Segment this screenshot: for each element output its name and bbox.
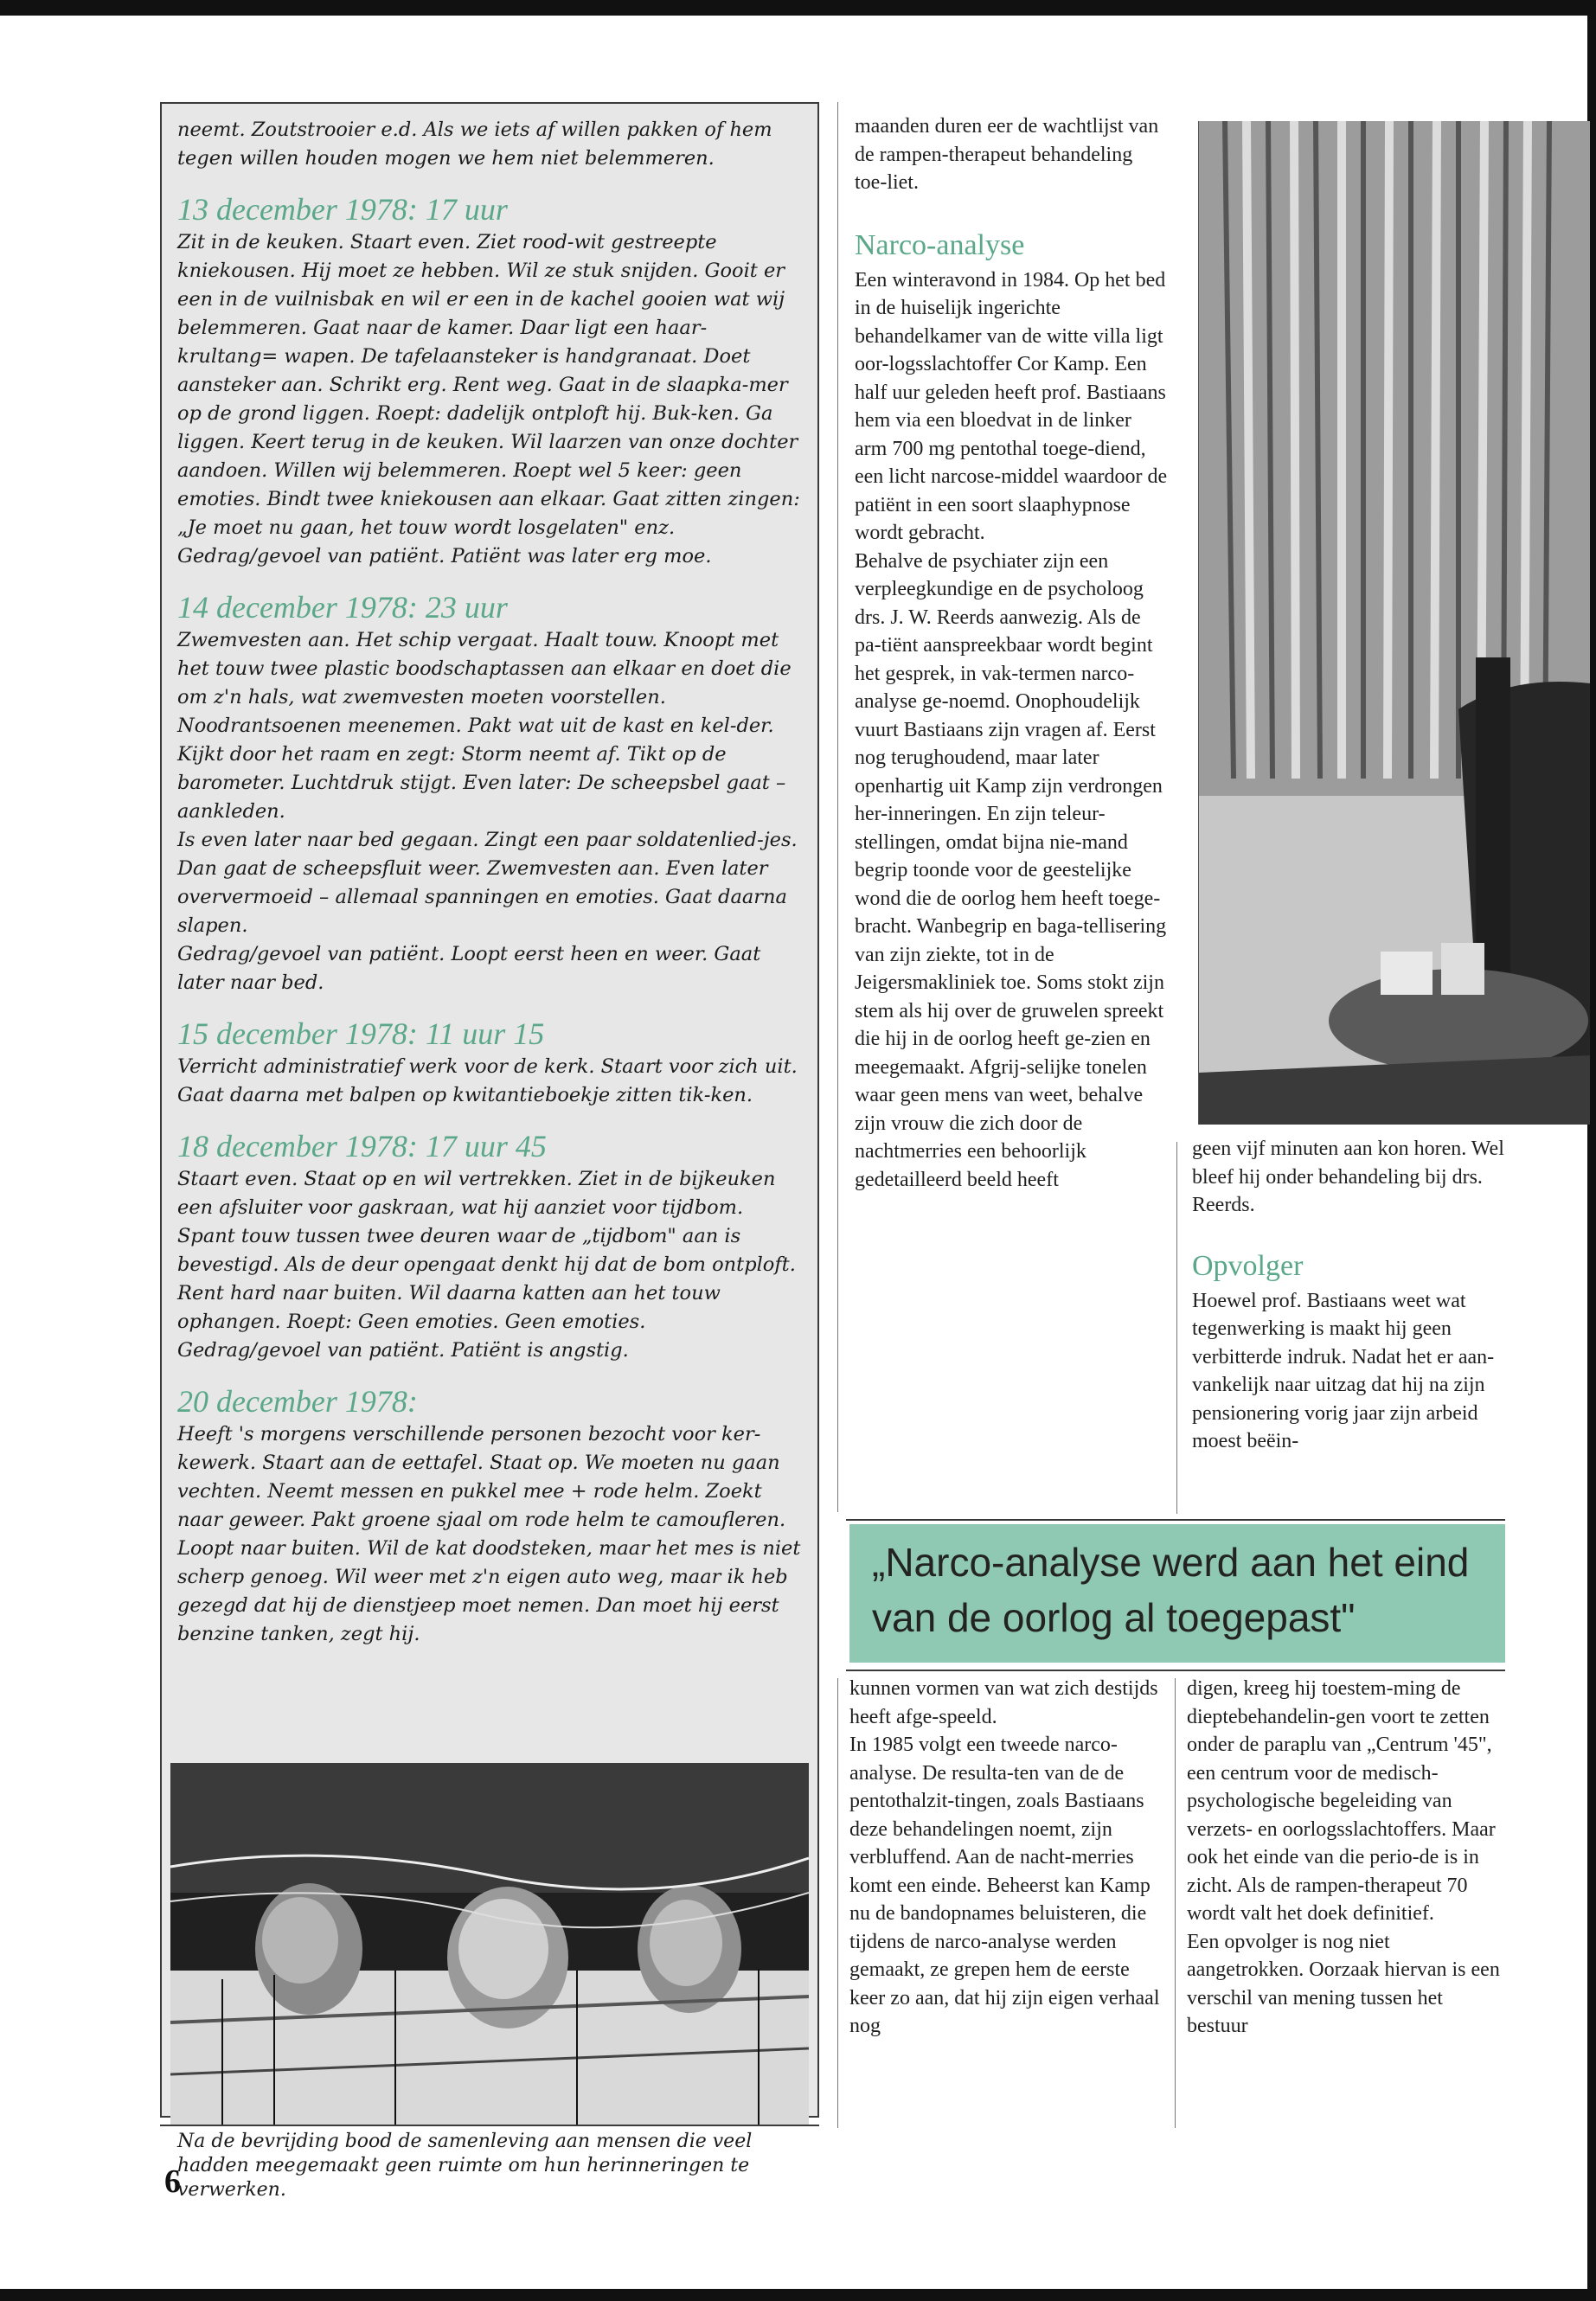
diary-paragraph: Gedrag/gevoel van patiënt. Loopt eerst heen en weer. Gaat later naar bed. — [177, 943, 761, 994]
article-paragraph: kunnen vormen van wat zich destijds heeft afge-speeld. — [849, 1677, 1158, 1728]
column-middle-top — [855, 112, 1168, 1194]
column-rule — [1175, 1678, 1176, 2128]
scan-border-top — [0, 0, 1596, 16]
article-paragraph: Behalve de psychiater zijn een verpleegkundige en de psycholoog drs. J. W. Reerds aanwezig. Als de pa-tiënt aanspreekbaar wordt begint het gesprek, in vak-termen narco-analyse ge-noemd. Onophoudelijk vuurt Bastiaans zijn vragen af. Eerst nog terughoudend, maar later openhartig uit Kamp zijn verdrongen her-inneringen. En zijn teleur-stellingen, omdat bijna nie-mand begrip toonde voor de geestelijke wond die de oorlog hem heeft toege-bracht. Wanbegrip en baga-tellisering van zijn ziekte, tot in de Jeigersmakliniek toe. Soms stokt zijn stem als hij over de gruwelen spreekt die hij in de oorlog heeft ge-zien en meegemaakt. Afgrij-selijke tonelen waar geen mens van weet, behalve zijn vrouw die zich door de nachtmerries een behoorlijk gedetailleerd beeld heeft — [855, 549, 1167, 1191]
diary-intro: neemt. Zoutstrooier e.d. Als we iets af willen pakken of hem tegen willen houden mogen we hem niet belemmeren. — [177, 119, 772, 170]
diary-paragraph: Gedrag/gevoel van patiënt. Patiënt is angstig. — [177, 1339, 629, 1362]
rule-under-diary — [160, 2125, 819, 2126]
column-middle-bottom — [849, 1675, 1163, 2041]
photo-prisoners-illustration — [170, 1763, 809, 2126]
diary-heading: 20 december 1978: — [177, 1384, 418, 1419]
quote-bottom-rule — [846, 1670, 1505, 1671]
diary-paragraph: Gedrag/gevoel van patiënt. Patiënt was later erg moe. — [177, 545, 712, 567]
column-rule — [837, 1678, 838, 2128]
diary-paragraph: Zwemvesten aan. Het schip vergaat. Haalt touw. Knoopt met het touw twee plastic boodschaptassen aan elkaar en doet die om z'n hals, wat zwemvesten moeten voorstellen. Noodrantsoenen meenemen. Pakt wat uit de kast en kel-der. Kijkt door het raam en zegt: Storm neemt af. Tikt op de barometer. Luchtdruk stijgt. Even later: De scheepsbel gaat – aankleden. — [177, 629, 792, 823]
diary-paragraph: Staart even. Staat op en wil vertrekken. Ziet in de bijkeuken een afsluiter voor gaskraan, wat hij aanziet voor tijdbom. Spant touw tussen twee deuren waar de „tijdbom" aan is bevestigd. Als de deur opengaat denkt hij dat de bom ontploft. Rent hard naar buiten. Wil daarna katten aan het touw ophangen. Roept: Geen emoties. Geen emoties. — [177, 1168, 796, 1333]
diary-box — [160, 102, 819, 2201]
article-paragraph: Hoewel prof. Bastiaans weet wat tegenwerking is maakt hij geen verbitterde indruk. Nadat het er aan-vankelijk naar uitzag dat hij na zijn pensionering vorig jaar zijn arbeid moest beëin- — [1192, 1289, 1495, 1452]
photo-treatment-room — [1198, 121, 1590, 1125]
pull-quote-text: „Narco-analyse werd aan het eind van de oorlog al toegepast" — [872, 1540, 1470, 1640]
column-rule — [1176, 1142, 1177, 1514]
diary-paragraph: Heeft 's morgens verschillende personen bezocht voor ker-kewerk. Staart aan de eettafel. Staat op. We moeten nu gaan vechten. Neemt messen en pukkel mee + rode helm. Zoekt naar geweer. Pakt groene sjaal om rode helm te camoufleren. Loopt naar buiten. Wil de kat doodsteken, maar het mes is niet scherp genoeg. Wil weer met z'n eigen auto weg, maar ik heb gezegd dat hij de dienstjeep moet nemen. Dan moet hij eerst benzine tanken, zegt hij. — [177, 1423, 801, 1645]
pull-quote — [849, 1524, 1505, 1663]
photo-prisoners — [170, 1763, 809, 2126]
diary-heading: 14 december 1978: 23 uur — [177, 590, 508, 625]
article-paragraph: digen, kreeg hij toestem-ming de dieptebehandelin-gen voort te zetten onder de paraplu van „Centrum '45", een centrum voor de medisch-psychologische begeleiding van verzets- en oorlogsslachtoffers. Maar ook het einde van die perio-de is in zicht. Als de rampen-therapeut 70 wordt valt het doek definitief. — [1187, 1677, 1496, 1925]
column-right-top — [1192, 1135, 1505, 1456]
photo-treatment-room-illustration — [1199, 121, 1590, 1125]
article-paragraph: Een opvolger is nog niet aangetrokken. Oorzaak hiervan is een verschil van mening tussen het bestuur — [1187, 1930, 1500, 2037]
section-heading-opvolger: Opvolger — [1192, 1249, 1304, 1282]
diary-heading: 15 december 1978: 11 uur 15 — [177, 1016, 545, 1051]
photo-caption-text: Na de bevrijding bood de samenleving aan mensen die veel hadden meegemaakt geen ruimte om hun herinneringen te verwerken. — [177, 2131, 753, 2201]
scan-border-bottom — [0, 2289, 1596, 2301]
article-paragraph: Een winteravond in 1984. Op het bed in de huiselijk ingerichte behandelkamer van de witte villa ligt oor-logsslachtoffer Cor Kamp. Een half uur geleden heeft prof. Bastiaans hem via een bloedvat in de linker arm 700 mg pentothal toege-diend, een licht narcose-middel waardoor de patiënt in een soort slaaphypnose wordt gebracht. — [855, 268, 1168, 544]
diary-paragraph: Zit in de keuken. Staart even. Ziet rood-wit gestreepte kniekousen. Hij moet ze hebben. Wil ze stuk snijden. Gooit er een in de vuilnisbak en wil er een in de kachel gooien wat wij belemmeren. Gaat naar de kamer. Daar ligt een haar-krultang= wapen. De tafelaansteker is handgranaat. Doet aansteker aan. Schrikt erg. Rent weg. Gaat in de slaapka-mer op de grond liggen. Roept: dadelijk ontploft hij. Buk-ken. Ga liggen. Keert terug in de keuken. Wil laarzen van onze dochter aandoen. Willen wij belemmeren. Roept wel 5 keer: geen emoties. Bindt twee kniekousen aan elkaar. Gaat zitten zingen: „Je moet nu gaan, het touw wordt losgelaten" enz. — [177, 231, 800, 539]
column-right-bottom — [1187, 1675, 1505, 2041]
diary-heading: 13 december 1978: 17 uur — [177, 192, 508, 227]
article-paragraph: In 1985 volgt een tweede narco-analyse. De resulta-ten van de de pentothalzit-tingen, zoals Bastiaans deze behandelingen noemt, zijn verbluffend. Aan de nacht-merries komt een einde. Beheerst kan Kamp nu de bandopnames beluisteren, die tijdens de narco-analyse werden gemaakt, ze grepen hem de eerste keer zo aan, dat hij zijn eigen verhaal nog — [849, 1734, 1160, 2037]
page-number: 6 — [164, 2163, 181, 2200]
diary-heading: 18 december 1978: 17 uur 45 — [177, 1129, 547, 1163]
diary-paragraph: Is even later naar bed gegaan. Zingt een paar soldatenlied-jes. Dan gaat de scheepsfluit weer. Zwemvesten aan. Even later oververmoeid – allemaal spanningen en emoties. Gaat daarna slapen. — [177, 829, 798, 937]
diary-paragraph: Verricht administratief werk voor de kerk. Staart voor zich uit. Gaat daarna met balpen op kwitantieboekje zitten tik-ken. — [177, 1055, 798, 1106]
quote-top-rule — [846, 1519, 1505, 1521]
photo-caption — [177, 2130, 800, 2202]
column-intro: maanden duren eer de wachtlijst van de rampen-therapeut behandeling toe-liet. — [855, 115, 1159, 194]
section-heading-narco-analyse: Narco-analyse — [855, 228, 1025, 261]
column-intro: geen vijf minuten aan kon horen. Wel bleef hij onder behandeling bij drs. Reerds. — [1192, 1138, 1504, 1216]
column-rule — [837, 102, 838, 1512]
